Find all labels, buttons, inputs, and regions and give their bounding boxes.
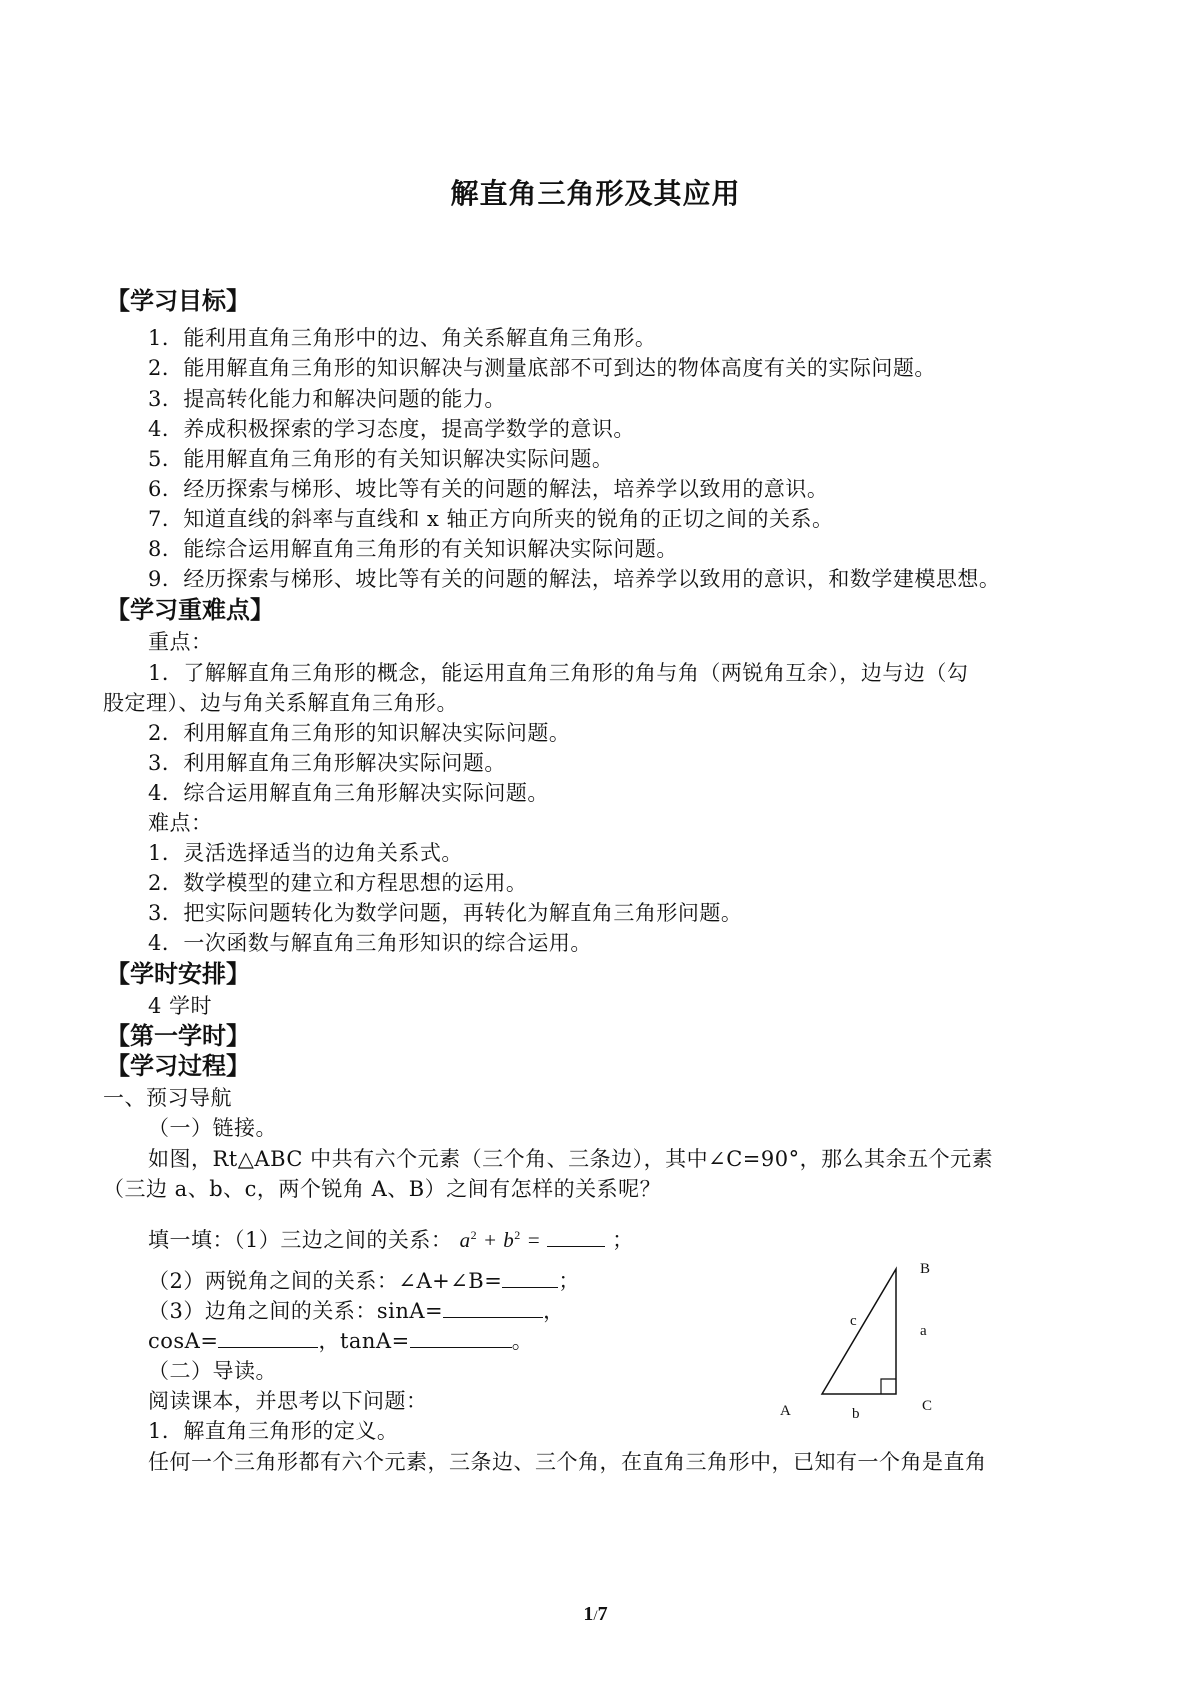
triangle-shape <box>822 1269 896 1394</box>
objective-item: 8．能综合运用解直角三角形的有关知识解决实际问题。 <box>148 537 678 561</box>
difficult-item: 3．把实际问题转化为数学问题，再转化为解直角三角形问题。 <box>148 901 743 925</box>
document-title: 解直角三角形及其应用 <box>450 177 741 210</box>
side-label-b: b <box>852 1406 860 1422</box>
subsection-link: （一）链接。 <box>148 1116 277 1140</box>
key-item-continued: 股定理）、边与角关系解直角三角形。 <box>103 691 458 715</box>
subsection-guide: （二）导读。 <box>148 1359 277 1383</box>
heading-process: 【学习过程】 <box>106 1052 250 1080</box>
difficult-item: 1．灵活选择适当的边角关系式。 <box>148 841 463 865</box>
intro-line: （三边 a、b、c，两个锐角 A、B）之间有怎样的关系呢？ <box>103 1177 662 1201</box>
pythagorean-formula: $a^2 + b^2$ = <box>459 1228 547 1252</box>
fill-question-3: （3）边角之间的关系：sinA= ， <box>148 1299 565 1323</box>
intro-line: 如图，Rt△ABC 中共有六个元素（三个角、三条边），其中∠C=90°，那么其余五个元素 <box>148 1147 994 1171</box>
page-number: 1/7 <box>583 1603 608 1625</box>
objective-item: 6．经历探索与梯形、坡比等有关的问题的解法，培养学以致用的意识。 <box>148 477 829 501</box>
fill-q1-label: 填一填：（1）三边之间的关系： <box>148 1228 453 1252</box>
objective-item: 1．能利用直角三角形中的边、角关系解直角三角形。 <box>148 326 657 350</box>
answer-blank-tan[interactable] <box>410 1327 512 1348</box>
answer-blank-2[interactable] <box>502 1267 558 1288</box>
objective-item: 9．经历探索与梯形、坡比等有关的问题的解法，培养学以致用的意识，和数学建模思想。 <box>148 567 1001 591</box>
difficult-item: 2．数学模型的建立和方程思想的运用。 <box>148 871 528 895</box>
fill-question-2: （2）两锐角之间的关系：∠A+∠B= ； <box>148 1269 580 1293</box>
fill-question-1: 填一填：（1）三边之间的关系： $a^2 + b^2$ = ； <box>148 1228 634 1252</box>
heading-key-points: 【学习重难点】 <box>106 596 274 624</box>
objective-item: 3．提高转化能力和解决问题的能力。 <box>148 387 506 411</box>
fill-q3-label: （3）边角之间的关系：sinA= <box>148 1299 444 1323</box>
objective-item: 2．能用解直角三角形的知识解决与测量底部不可到达的物体高度有关的实际问题。 <box>148 356 936 380</box>
vertex-label-c: C <box>922 1398 933 1414</box>
difficult-item: 4．一次函数与解直角三角形知识的综合运用。 <box>148 931 592 955</box>
fill-question-3-cont: cosA= ，tanA= 。 <box>148 1329 534 1353</box>
fill-q2-label: （2）两锐角之间的关系：∠A+∠B= <box>148 1269 503 1293</box>
question-definition: 1．解直角三角形的定义。 <box>148 1419 399 1443</box>
answer-blank-cos[interactable] <box>218 1327 318 1348</box>
heading-schedule: 【学时安排】 <box>106 960 250 988</box>
objective-item: 5．能用解直角三角形的有关知识解决实际问题。 <box>148 447 614 471</box>
objective-item: 4．养成积极探索的学习态度，提高学数学的意识。 <box>148 417 635 441</box>
key-item: 4．综合运用解直角三角形解决实际问题。 <box>148 781 549 805</box>
key-item: 2．利用解直角三角形的知识解决实际问题。 <box>148 721 571 745</box>
difficult-label: 难点： <box>148 811 213 835</box>
definition-text: 任何一个三角形都有六个元素，三条边、三个角，在直角三角形中，已知有一个角是直角 <box>148 1450 987 1474</box>
key-item: 1．了解解直角三角形的概念，能运用直角三角形的角与角（两锐角互余），边与边（勾 <box>148 661 969 685</box>
objective-item: 7．知道直线的斜率与直线和 x 轴正方向所夹的锐角的正切之间的关系。 <box>148 507 834 531</box>
schedule-value: 4 学时 <box>148 994 213 1018</box>
answer-blank-1[interactable] <box>547 1226 605 1247</box>
right-triangle-figure <box>770 1250 940 1430</box>
part-one: 一、预习导航 <box>103 1086 232 1110</box>
heading-lesson-one: 【第一学时】 <box>106 1022 250 1050</box>
key-item: 3．利用解直角三角形解决实际问题。 <box>148 751 506 775</box>
side-label-a: a <box>920 1323 927 1339</box>
key-label: 重点： <box>148 630 213 654</box>
side-label-c: c <box>850 1313 857 1329</box>
vertex-label-b: B <box>920 1261 931 1277</box>
vertex-label-a: A <box>780 1403 791 1419</box>
read-prompt: 阅读课本，并思考以下问题： <box>148 1389 428 1413</box>
answer-blank-sin[interactable] <box>443 1297 543 1318</box>
right-angle-mark <box>881 1379 896 1394</box>
heading-objectives: 【学习目标】 <box>106 287 250 315</box>
